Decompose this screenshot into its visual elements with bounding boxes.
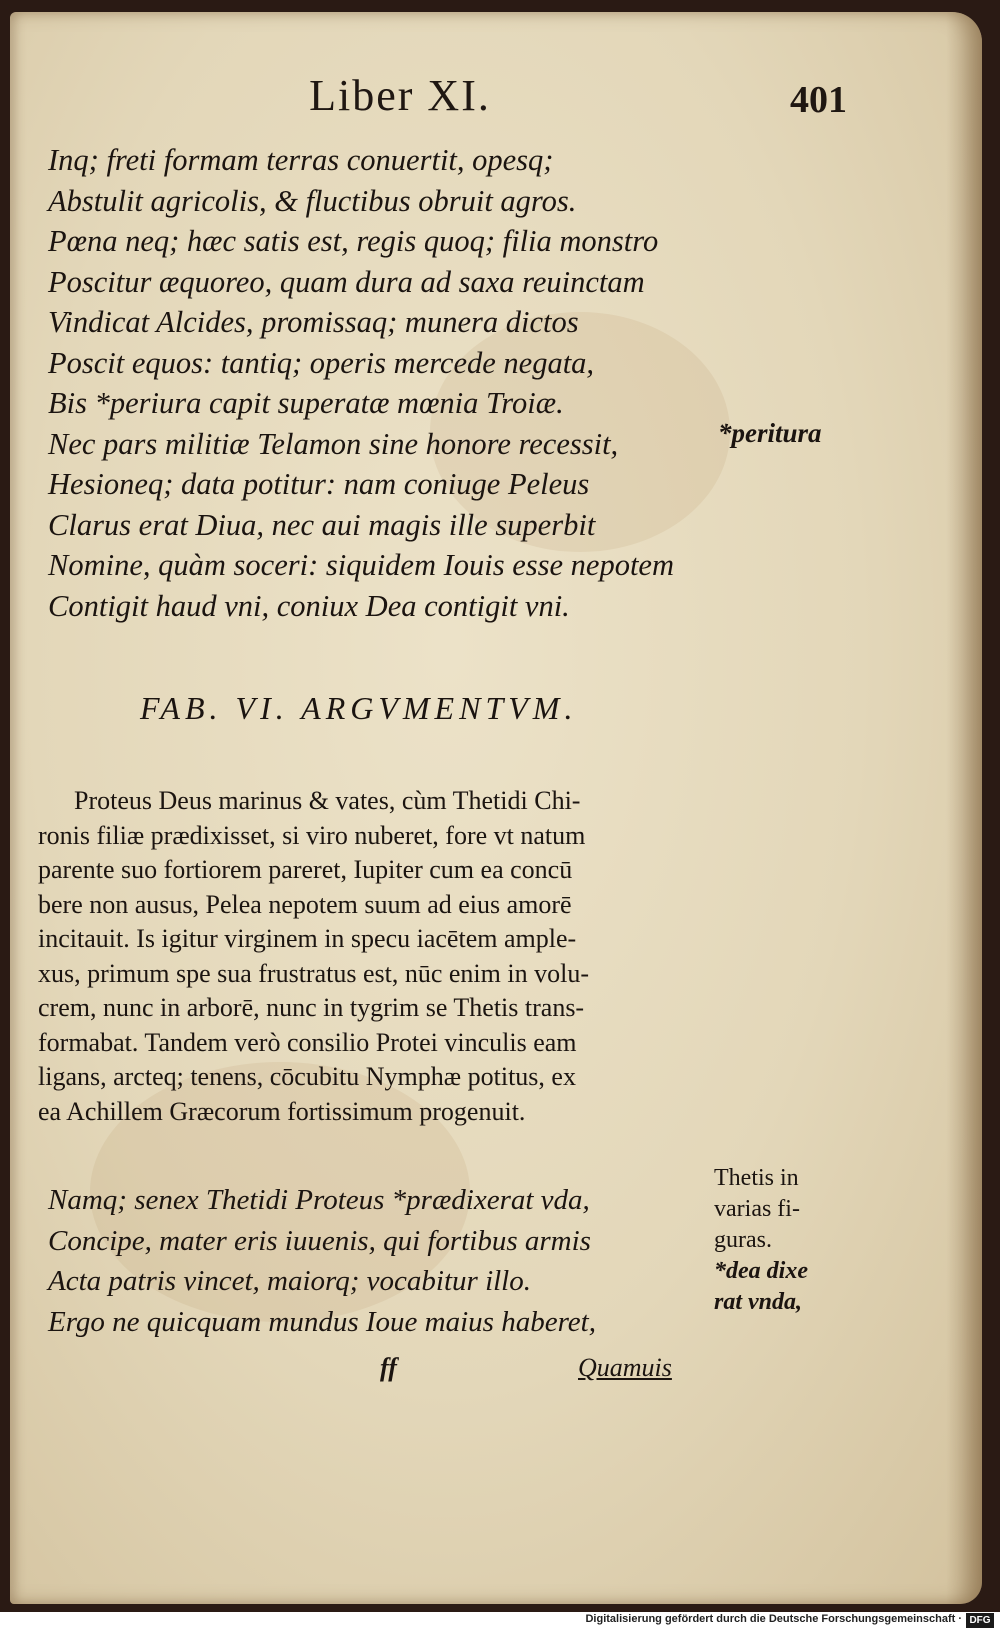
side-note-line: Thetis in [714, 1165, 799, 1191]
running-head: Liber XI. [309, 71, 491, 120]
verse-block-bottom [48, 1180, 596, 1342]
signature-mark: ff [380, 1353, 397, 1382]
verse-line: Ergo ne quicquam mundus Ioue maius haberet, [48, 1305, 596, 1338]
verse-line: Namq; senex Thetidi Proteus *prædixerat vda, [48, 1184, 590, 1216]
verse-line: Concipe, mater eris iuuenis, qui fortibus armis [48, 1224, 591, 1257]
verse-line: Vindicat Alcides, promissaq; munera dictos [48, 305, 579, 339]
argument-paragraph [38, 784, 718, 1129]
argument-line: ligans, arcteq; tenens, cōcubitu Nymphæ potitus, ex [38, 1062, 576, 1091]
funding-credit: Digitalisierung gefördert durch die Deutsche Forschungsgemeinschaft · [585, 1613, 962, 1625]
argument-line: incitauit. Is igitur virginem in specu iacētem ample- [38, 924, 577, 953]
verse-line: Acta patris vincet, maiorq; vocabitur illo. [48, 1265, 531, 1297]
verse-line: Hesioneq; data potitur: nam coniuge Peleus [48, 467, 590, 501]
argument-line: Proteus Deus marinus & vates, cùm Thetidi Chi- [74, 786, 581, 815]
margin-note-peritura: *peritura [718, 418, 822, 448]
verse-block-top [48, 140, 674, 626]
argument-line: xus, primum spe sua frustratus est, nūc enim in volu- [38, 958, 589, 988]
side-note-line: rat vnda, [714, 1289, 803, 1315]
page-edge-shadow [946, 12, 982, 1604]
verse-line: Abstulit agricolis, & fluctibus obruit agros. [48, 183, 577, 218]
argument-line: formabat. Tandem verò consilio Protei vinculis eam [38, 1027, 577, 1057]
verse-line: Poscit equos: tantiq; operis mercede negata, [48, 345, 595, 380]
verse-line: Nec pars militiæ Telamon sine honore recessit, [48, 426, 619, 461]
side-note-line: guras. [714, 1227, 772, 1253]
side-note-line: varias fi- [714, 1196, 800, 1222]
side-note [714, 1163, 808, 1318]
page-number: 401 [790, 79, 847, 121]
verse-line: Pœna neq; hæc satis est, regis quoq; filia monstro [48, 224, 659, 258]
argument-line: parente suo fortiorem pareret, Iupiter cum ea concū [38, 855, 573, 884]
argument-line: ea Achillem Græcorum fortissimum progenuit. [38, 1096, 526, 1126]
argument-line: ronis filiæ prædixisset, si viro nuberet, fore vt natum [38, 820, 586, 850]
verse-line: Clarus erat Diua, nec aui magis ille superbit [48, 507, 596, 542]
verse-line: Poscitur æquoreo, quam dura ad saxa reuinctam [48, 264, 645, 299]
catchword: Quamuis [578, 1353, 672, 1382]
verse-line: Bis *periura capit superatæ mœnia Troiæ. [48, 386, 564, 420]
verse-line: Inq; freti formam terras conuertit, opesq; [48, 143, 554, 177]
verse-line: Contigit haud vni, coniux Dea contigit vni. [48, 588, 570, 623]
argument-line: bere non ausus, Pelea nepotem suum ad eius amorē [38, 889, 572, 919]
dfg-logo: DFG [966, 1613, 994, 1628]
verse-line: Nomine, quàm soceri: siquidem Iouis esse nepotem [48, 548, 674, 582]
section-heading: FAB. VI. ARGVMENTVM. [140, 690, 578, 726]
argument-line: crem, nunc in arborē, nunc in tygrim se Thetis trans- [38, 993, 585, 1022]
side-note-line: *dea dixe [714, 1258, 808, 1284]
